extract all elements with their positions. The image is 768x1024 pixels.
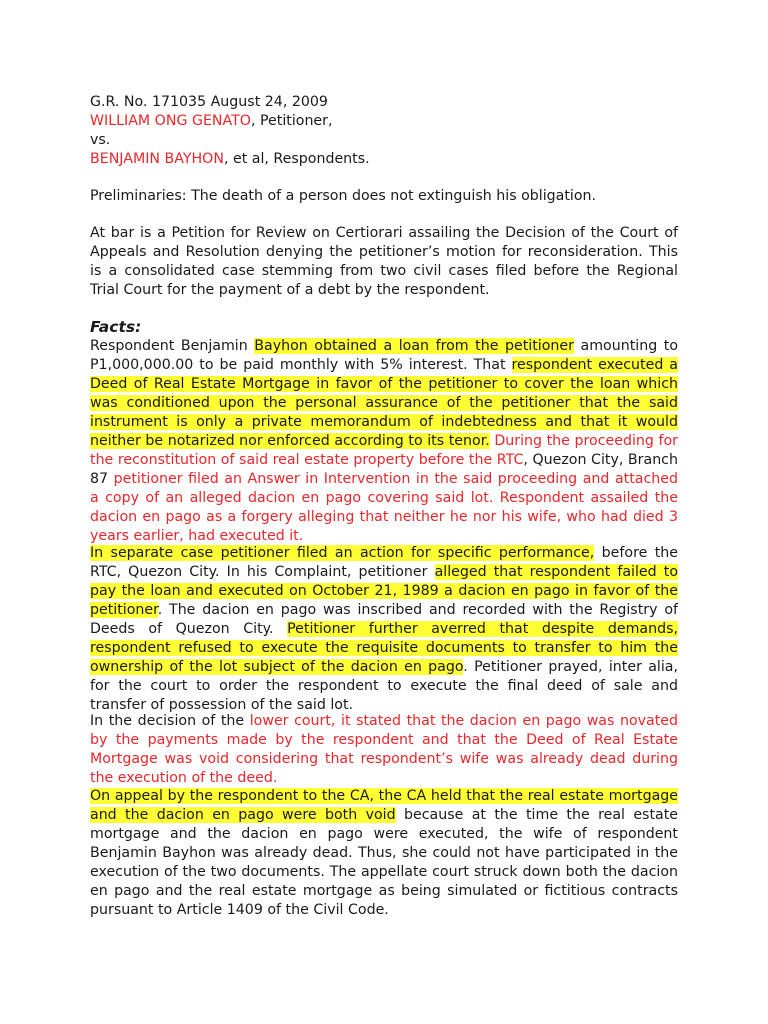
text-run: . Petitioner prayed, inter alia, for the court to order the respondent to execute the final deed of sale and transfer of possession of the said lot. — [90, 659, 678, 713]
text-run: Respondent Benjamin — [90, 338, 255, 354]
text-run: because at the time the real estate mortgage and the dacion en pago were executed, the wife of respondent Benjamin Bayhon was already dead. Thus, she could not have participated in the execution of the two documents. The appellate court struck down both the dacion en pago and the real estate mortgage as being simulated or fictitious contracts pursuant to Article 1409 of the Civil Code. — [90, 807, 678, 918]
intro-paragraph: At bar is a Petition for Review on Certiorari assailing the Decision of the Court of Appeals and Resolution denying the petitioner’s motion for reconsideration. This is a consolidated case stemming from two civil cases filed before the Regional Trial Court for the payment of a debt by the respondent. — [90, 225, 678, 298]
preliminaries-paragraph: Preliminaries: The death of a person does not extinguish his obligation. — [90, 188, 597, 204]
text-run: before the RTC, Quezon City. In his Complaint, petitioner — [90, 545, 679, 580]
case-caption — [90, 93, 678, 169]
highlighted-text: Bayhon obtained a loan from the petitioner — [254, 338, 574, 354]
versus-line: vs. — [90, 132, 111, 148]
facts-heading: Facts: — [90, 318, 142, 336]
case-number: G.R. No. 171035 August 24, 2009 — [90, 94, 328, 110]
decision-paragraph — [90, 712, 678, 788]
red-text: During the proceeding for the reconstitution of said real estate property before the RTC — [90, 433, 678, 468]
respondent-name: BENJAMIN BAYHON — [90, 151, 224, 167]
highlighted-text: alleged that respondent failed to pay the loan and executed on October 21, 1989 a dacion en pago in favor of the petitioner — [90, 564, 678, 618]
highlighted-text: On appeal by the respondent to the CA, the CA held that the real estate mortgage and the dacion en pago were both void — [90, 788, 678, 823]
facts-paragraph-1 — [90, 337, 678, 546]
petitioner-name: WILLIAM ONG GENATO — [90, 113, 251, 129]
highlighted-text: respondent executed a Deed of Real Estate Mortgage in favor of the petitioner to cover the loan which was conditioned upon the personal assurance of the petitioner that the said instrument is only a private memorandum of indebtedness and that it would neither be notarized nor enforced according to its tenor. — [90, 357, 678, 449]
text-run: , Quezon City, Branch 87 — [90, 452, 678, 487]
text-run: . The dacion en pago was inscribed and recorded with the Registry of Deeds of Quezon City. — [90, 602, 678, 637]
red-text: lower court, it stated that the dacion en pago was novated by the payments made by the respondent and that the Deed of Real Estate Mortgage was void considering that respondent’s wife was already dead during the execution of the deed. — [90, 713, 679, 786]
text-run: amounting to P1,000,000.00 to be paid monthly with 5% interest. That — [90, 338, 678, 373]
highlighted-text: In separate case petitioner filed an action for specific performance, — [90, 545, 595, 561]
appeal-paragraph — [90, 787, 678, 920]
text-run: In the decision of the — [90, 713, 250, 729]
red-text: petitioner filed an Answer in Intervention in the said proceeding and attached a copy of an alleged dacion en pago covering said lot. Respondent assailed the dacion en pago as a forgery alleging that neither he nor his wife, who had died 3 years earlier, had executed it. — [90, 471, 678, 544]
facts-paragraph-2 — [90, 544, 678, 715]
petitioner-label: , Petitioner, — [250, 113, 333, 129]
respondent-line — [90, 150, 678, 169]
respondent-label: , et al, Respondents. — [223, 151, 370, 167]
petitioner-line — [90, 112, 678, 131]
highlighted-text: Petitioner further averred that despite demands, respondent refused to execute the requisite documents to transfer to him the ownership of the lot subject of the dacion en pago — [90, 621, 678, 675]
